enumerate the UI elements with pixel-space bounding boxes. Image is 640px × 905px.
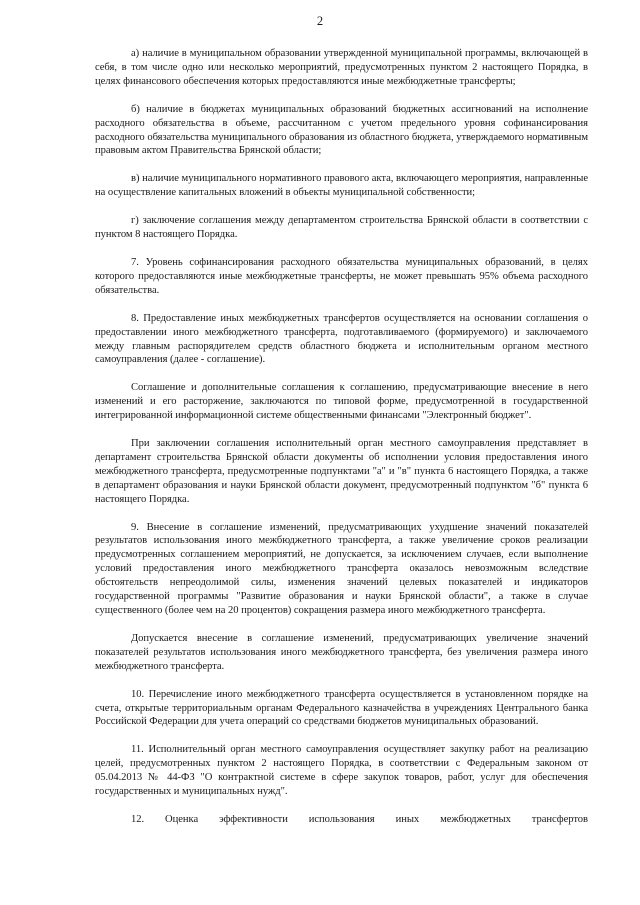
document-body [95,47,588,827]
paragraph-10: 10. Перечисление иного межбюджетного трансферта осуществляется в установленном порядке на счета, открытые территориальным органам Федерального казначейства в учреждениях Центрального банка Российской Федерации для учета операций со средствами бюджетов муниципальных образований. [95,688,588,728]
paragraph-6v: в) наличие муниципального нормативного правового акта, включающего мероприятия, направленные на осуществление капитальных вложений в объекты муниципальной собственности; [95,173,588,199]
paragraph-8: 8. Предоставление иных межбюджетных трансфертов осуществляется на основании соглашения о предоставлении иного межбюджетного трансферта, подготавливаемого (формируемого) и заключаемого между главным распорядителем средств областного бюджета и исполнительным органом местного самоуправления (далее - соглашение). [95,312,588,366]
paragraph-6a: а) наличие в муниципальном образовании утвержденной муниципальной программы, включающей в себя, в том числе одно или несколько мероприятий, предусмотренных пунктом 2 настоящего Порядка, в целях финансового обеспечения которых предоставляются иные межбюджетные трансферты; [95,48,588,87]
paragraph-8-documents: При заключении соглашения исполнительный орган местного самоуправления представляет в департамент строительства Брянской области документы об исполнении условия предоставления иного межбюджетного трансферта, предусмотренные подпунктами "а" и "в" пункта 6 настоящего Порядка, а также в департамент образования и науки Брянской области документ, предусмотренный подпунктом "б" пункта 6 настоящего Порядка. [95,438,588,505]
paragraph-12: 12. Оценка эффективности использования иных межбюджетных трансфертов [131,813,588,825]
paragraph-7: 7. Уровень софинансирования расходного обязательства муниципальных образований, в целях которого предоставляются иные межбюджетные трансферты, не может превышать 95% объема расходного обязательства. [95,256,588,296]
paragraph-6g: г) заключение соглашения между департаментом строительства Брянской области в соответствии с пунктом 8 настоящего Порядка. [95,215,588,241]
paragraph-11: 11. Исполнительный орган местного самоуправления осуществляет закупку работ на реализацию целей, предусмотренных пунктом 2 настоящего Порядка, в соответствии с Федеральным законом от 05.04.2013 № 44-ФЗ "О контрактной системе в сфере закупок товаров, работ, услуг для обеспечения государственных и муниципальных нужд". [95,744,588,798]
paragraph-8-agreements: Соглашение и дополнительные соглашения к соглашению, предусматривающие внесение в него изменений и его расторжение, заключаются по типовой форме, предусмотренной в государственной интегрированной информационной системе общественными финансами "Электронный бюджет". [95,382,588,422]
paragraph-9: 9. Внесение в соглашение изменений, предусматривающих ухудшение значений показателей результатов использования иного межбюджетного трансферта, а также увеличение сроков реализации предусмотренных соглашением мероприятий, не допускается, за исключением случаев, если выполнение условий предоставления иного межбюджетного трансферта оказалось невозможным вследствие обстоятельств непреодолимой силы, изменения значений целевых показателей и индикаторов государственной программы "Развитие образования и науки Брянской области", а также в случае существенного (более чем на 20 процентов) сокращения размера иного межбюджетного трансферта. [95,521,588,616]
paragraph-6b: б) наличие в бюджетах муниципальных образований бюджетных ассигнований на исполнение расходного обязательства в объеме, рассчитанном с учетом предельного уровня софинансирования расходного обязательства муниципального образования из областного бюджета, утверждаемого нормативным правовым актом Правительства Брянской области; [95,103,588,157]
page-number: 2 [316,14,324,28]
paragraph-9-increase: Допускается внесение в соглашение изменений, предусматривающих увеличение значений показателей результатов использования иного межбюджетного трансферта, без увеличения размера иного межбюджетного трансферта. [95,632,588,672]
